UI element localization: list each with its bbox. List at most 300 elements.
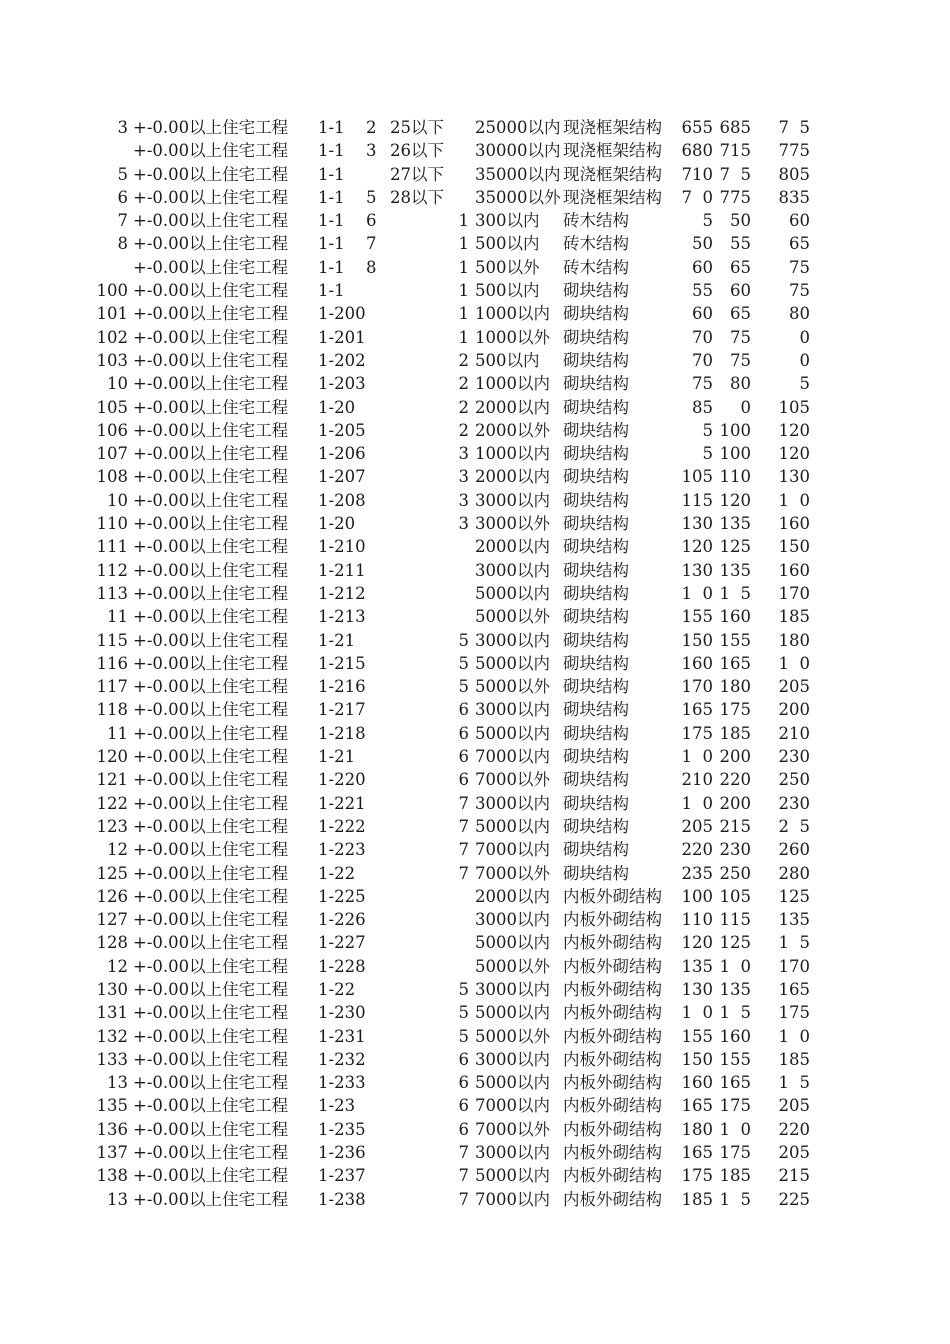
cell-value-3: 220 [778,1119,810,1139]
cell-value-2: 200 [719,793,751,813]
cell-area-range: 2000以内 [475,467,550,487]
cell-project-name: +-0.00以上住宅工程 [133,1166,289,1186]
cell-project-name: +-0.00以上住宅工程 [133,1026,289,1046]
table-row [0,256,950,279]
cell-value-1: 175 [681,723,713,743]
cell-value-2: 1 5 [719,1189,751,1209]
table-row [0,885,950,908]
cell-row-number: 135 [96,1096,128,1116]
cell-area-range: 500以内 [475,234,540,254]
cell-area-range: 3000以内 [475,1143,550,1163]
cell-value-2: 65 [730,304,751,324]
cell-floor-range: 27以下 [390,164,444,184]
cell-value-2: 160 [719,1026,751,1046]
cell-value-3: 185 [778,1049,810,1069]
cell-structure-type: 砌块结构 [563,677,629,697]
cell-structure-type: 内板外砌结构 [563,886,662,906]
cell-area-range: 5000以内 [475,653,550,673]
cell-group-index: 6 [458,700,469,720]
cell-value-1: 205 [681,816,713,836]
cell-value-2: 165 [719,653,751,673]
cell-value-3: 160 [778,560,810,580]
cell-area-range: 35000以外 [475,187,561,207]
cell-project-name: +-0.00以上住宅工程 [133,304,289,324]
cell-row-number: 137 [96,1143,128,1163]
cell-project-name: +-0.00以上住宅工程 [133,420,289,440]
cell-value-2: 165 [719,1073,751,1093]
cell-area-range: 1000以内 [475,304,550,324]
cell-structure-type: 砖木结构 [563,234,629,254]
cell-value-3: 260 [778,840,810,860]
cell-value-2: 215 [719,816,751,836]
cell-item-code: 1-1 [318,187,345,207]
cell-area-range: 2000以外 [475,420,550,440]
cell-item-code: 1-206 [318,444,366,464]
table-row [0,698,950,721]
cell-group-index: 7 [458,1189,469,1209]
cell-value-2: 135 [719,514,751,534]
cell-project-name: +-0.00以上住宅工程 [133,653,289,673]
cell-row-number: 108 [96,467,128,487]
cell-value-1: 655 [681,118,713,137]
cell-row-number: 127 [96,910,128,930]
cell-row-number: 130 [96,979,128,999]
cell-value-1: 150 [681,630,713,650]
cell-item-code: 1-22 [318,863,356,883]
cell-area-range: 3000以内 [475,910,550,930]
table-row [0,1048,950,1071]
cell-area-range: 5000以内 [475,1073,550,1093]
cell-area-range: 2000以内 [475,886,550,906]
table-row [0,209,950,232]
table-row [0,489,950,512]
cell-area-range: 7000以内 [475,1096,550,1116]
cell-sub-index: 7 [366,234,377,254]
cell-item-code: 1-226 [318,910,366,930]
cell-project-name: +-0.00以上住宅工程 [133,490,289,510]
cell-structure-type: 砌块结构 [563,490,629,510]
cell-area-range: 3000以内 [475,490,550,510]
cell-value-3: 175 [778,1003,810,1023]
table-row [0,349,950,372]
cell-value-3: 105 [778,397,810,417]
cell-value-1: 220 [681,840,713,860]
cell-group-index: 3 [458,490,469,510]
cell-value-1: 115 [681,490,713,510]
cell-item-code: 1-222 [318,816,366,836]
cell-item-code: 1-208 [318,490,366,510]
cell-value-1: 680 [681,141,713,161]
cell-structure-type: 砌块结构 [563,583,629,603]
cell-value-1: 75 [692,374,713,394]
cell-value-1: 160 [681,1073,713,1093]
cell-row-number: 126 [96,886,128,906]
cell-row-number: 101 [96,304,128,324]
cell-value-1: 85 [692,397,713,417]
cell-structure-type: 现浇框架结构 [563,164,662,184]
cell-structure-type: 砌块结构 [563,723,629,743]
cell-value-3: 0 [799,350,810,370]
cell-row-number: 110 [96,514,128,534]
table-row [0,815,950,838]
cell-row-number: 115 [96,630,128,650]
cell-item-code: 1-213 [318,607,366,627]
cell-area-range: 2000以内 [475,537,550,557]
cell-value-1: 5 [702,420,713,440]
cell-row-number: 116 [96,653,128,673]
cell-structure-type: 内板外砌结构 [563,910,662,930]
cell-group-index: 5 [458,630,469,650]
cell-item-code: 1-23 [318,1096,356,1116]
cell-group-index: 3 [458,467,469,487]
cell-item-code: 1-228 [318,956,366,976]
cell-value-1: 165 [681,1096,713,1116]
cell-group-index: 1 [458,304,469,324]
cell-area-range: 5000以内 [475,933,550,953]
cell-area-range: 5000以内 [475,583,550,603]
cell-group-index: 1 [458,281,469,301]
cell-structure-type: 砌块结构 [563,560,629,580]
cell-value-1: 150 [681,1049,713,1069]
cell-structure-type: 砌块结构 [563,350,629,370]
cell-value-1: 130 [681,979,713,999]
cell-area-range: 2000以内 [475,397,550,417]
cell-group-index: 6 [458,770,469,790]
cell-project-name: +-0.00以上住宅工程 [133,863,289,883]
cell-project-name: +-0.00以上住宅工程 [133,700,289,720]
cell-area-range: 3000以内 [475,560,550,580]
cell-value-2: 175 [719,1143,751,1163]
cell-group-index: 6 [458,1096,469,1116]
table-row [0,279,950,302]
cell-item-code: 1-1 [318,141,345,161]
cell-area-range: 3000以内 [475,1049,550,1069]
cell-item-code: 1-233 [318,1073,366,1093]
cell-structure-type: 砌块结构 [563,281,629,301]
cell-value-3: 180 [778,630,810,650]
cell-value-1: 130 [681,514,713,534]
cell-value-3: 215 [778,1166,810,1186]
cell-structure-type: 砌块结构 [563,420,629,440]
cell-project-name: +-0.00以上住宅工程 [133,886,289,906]
cell-value-2: 185 [719,723,751,743]
cell-item-code: 1-230 [318,1003,366,1023]
cell-area-range: 5000以内 [475,1003,550,1023]
cell-structure-type: 现浇框架结构 [563,187,662,207]
cell-area-range: 500以内 [475,281,540,301]
cell-area-range: 1000以内 [475,374,550,394]
cell-project-name: +-0.00以上住宅工程 [133,257,289,277]
cell-group-index: 6 [458,1119,469,1139]
cell-item-code: 1-20 [318,514,356,534]
cell-value-3: 205 [778,677,810,697]
cell-structure-type: 砌块结构 [563,816,629,836]
cell-item-code: 1-207 [318,467,366,487]
cell-value-2: 230 [719,840,751,860]
cell-value-2: 175 [719,1096,751,1116]
cell-project-name: +-0.00以上住宅工程 [133,374,289,394]
cell-value-2: 685 [719,118,751,137]
cell-row-number: 100 [96,281,128,301]
table-row [0,419,950,442]
cell-item-code: 1-217 [318,700,366,720]
cell-area-range: 30000以内 [475,141,561,161]
cell-item-code: 1-237 [318,1166,366,1186]
cell-group-index: 7 [458,1166,469,1186]
cell-value-1: 70 [692,350,713,370]
cell-value-1: 180 [681,1119,713,1139]
cell-value-1: 165 [681,700,713,720]
cell-row-number: 10 [107,374,128,394]
cell-item-code: 1-1 [318,281,345,301]
cell-structure-type: 内板外砌结构 [563,1073,662,1093]
cell-value-1: 50 [692,234,713,254]
cell-value-3: 165 [778,979,810,999]
cell-value-3: 250 [778,770,810,790]
cell-structure-type: 砌块结构 [563,770,629,790]
cell-item-code: 1-232 [318,1049,366,1069]
cell-area-range: 7000以内 [475,840,550,860]
cell-structure-type: 砖木结构 [563,211,629,231]
cell-item-code: 1-1 [318,257,345,277]
cell-area-range: 35000以内 [475,164,561,184]
cell-project-name: +-0.00以上住宅工程 [133,793,289,813]
cell-floor-range: 26以下 [390,141,444,161]
table-row [0,768,950,791]
cell-value-1: 5 [702,444,713,464]
cell-group-index: 3 [458,514,469,534]
cell-group-index: 3 [458,444,469,464]
cell-area-range: 3000以内 [475,793,550,813]
cell-group-index: 5 [458,677,469,697]
cell-project-name: +-0.00以上住宅工程 [133,933,289,953]
cell-project-name: +-0.00以上住宅工程 [133,444,289,464]
cell-area-range: 1000以内 [475,444,550,464]
cell-item-code: 1-21 [318,747,356,767]
cell-sub-index: 2 [366,118,377,137]
table-row [0,838,950,861]
table-row [0,442,950,465]
cell-item-code: 1-235 [318,1119,366,1139]
cell-value-1: 1 0 [681,583,713,603]
cell-item-code: 1-236 [318,1143,366,1163]
cell-item-code: 1-218 [318,723,366,743]
cell-item-code: 1-1 [318,234,345,254]
cell-value-2: 185 [719,1166,751,1186]
cell-value-1: 5 [702,211,713,231]
cell-structure-type: 砌块结构 [563,397,629,417]
cell-structure-type: 内板外砌结构 [563,1096,662,1116]
cell-project-name: +-0.00以上住宅工程 [133,1003,289,1023]
cell-value-2: 0 [740,397,751,417]
table-row [0,163,950,186]
cell-row-number: 121 [96,770,128,790]
cell-row-number: 128 [96,933,128,953]
table-row [0,512,950,535]
cell-area-range: 7000以内 [475,1189,550,1209]
cell-structure-type: 砌块结构 [563,374,629,394]
cell-row-number: 11 [107,607,128,627]
cell-value-2: 155 [719,630,751,650]
cell-row-number: 106 [96,420,128,440]
table-row [0,465,950,488]
cell-row-number: 105 [96,397,128,417]
table-row [0,326,950,349]
cell-structure-type: 现浇框架结构 [563,141,662,161]
cell-area-range: 500以外 [475,257,540,277]
cell-item-code: 1-22 [318,979,356,999]
cell-value-3: 1 5 [778,933,810,953]
cell-value-1: 120 [681,537,713,557]
cell-value-1: 1 0 [681,1003,713,1023]
cell-value-3: 2 5 [778,816,810,836]
cell-area-range: 3000以内 [475,700,550,720]
cell-project-name: +-0.00以上住宅工程 [133,234,289,254]
cell-item-code: 1-215 [318,653,366,673]
cell-value-1: 710 [681,164,713,184]
cell-project-name: +-0.00以上住宅工程 [133,327,289,347]
cell-structure-type: 砖木结构 [563,257,629,277]
cell-area-range: 7000以外 [475,863,550,883]
table-row [0,1094,950,1117]
cell-item-code: 1-20 [318,397,356,417]
cell-value-2: 200 [719,747,751,767]
cell-project-name: +-0.00以上住宅工程 [133,583,289,603]
cell-row-number: 132 [96,1026,128,1046]
cell-row-number: 12 [107,956,128,976]
cell-value-2: 180 [719,677,751,697]
cell-value-3: 65 [789,234,810,254]
cell-value-2: 715 [719,141,751,161]
cell-value-3: 80 [789,304,810,324]
table-row [0,722,950,745]
cell-area-range: 5000以外 [475,607,550,627]
table-row [0,232,950,255]
cell-item-code: 1-227 [318,933,366,953]
cell-row-number: 107 [96,444,128,464]
cell-group-index: 2 [458,420,469,440]
cell-project-name: +-0.00以上住宅工程 [133,607,289,627]
cell-item-code: 1-1 [318,211,345,231]
cell-row-number: 12 [107,840,128,860]
table-row [0,396,950,419]
cell-area-range: 7000以内 [475,747,550,767]
cell-project-name: +-0.00以上住宅工程 [133,1073,289,1093]
cell-value-2: 75 [730,350,751,370]
cell-sub-index: 6 [366,211,377,231]
cell-project-name: +-0.00以上住宅工程 [133,1049,289,1069]
cell-group-index: 5 [458,979,469,999]
cell-area-range: 1000以外 [475,327,550,347]
cell-area-range: 500以内 [475,350,540,370]
cell-value-3: 130 [778,467,810,487]
cell-row-number: 138 [96,1166,128,1186]
cell-area-range: 7000以外 [475,1119,550,1139]
cell-structure-type: 砌块结构 [563,304,629,324]
cell-value-2: 160 [719,607,751,627]
cell-value-2: 80 [730,374,751,394]
cell-structure-type: 砌块结构 [563,514,629,534]
cell-project-name: +-0.00以上住宅工程 [133,630,289,650]
cell-group-index: 7 [458,863,469,883]
cell-value-2: 775 [719,187,751,207]
cell-group-index: 5 [458,1026,469,1046]
cell-structure-type: 内板外砌结构 [563,933,662,953]
table-row [0,116,950,139]
cell-structure-type: 内板外砌结构 [563,1119,662,1139]
table-row [0,978,950,1001]
cell-project-name: +-0.00以上住宅工程 [133,164,289,184]
cell-area-range: 5000以外 [475,677,550,697]
cell-value-3: 230 [778,747,810,767]
cell-project-name: +-0.00以上住宅工程 [133,118,289,137]
cell-project-name: +-0.00以上住宅工程 [133,397,289,417]
cell-row-number: 13 [107,1073,128,1093]
cell-item-code: 1-1 [318,118,345,137]
cell-project-name: +-0.00以上住宅工程 [133,770,289,790]
cell-value-1: 70 [692,327,713,347]
cell-row-number: 136 [96,1119,128,1139]
cell-project-name: +-0.00以上住宅工程 [133,560,289,580]
cell-value-1: 120 [681,933,713,953]
table-row [0,1001,950,1024]
cell-value-3: 7 5 [778,118,810,137]
cell-project-name: +-0.00以上住宅工程 [133,350,289,370]
cell-row-number: 7 [117,211,128,231]
table-row [0,302,950,325]
cell-value-2: 135 [719,979,751,999]
cell-value-1: 160 [681,653,713,673]
cell-value-3: 280 [778,863,810,883]
table-row [0,186,950,209]
cell-structure-type: 砌块结构 [563,467,629,487]
cell-row-number: 118 [96,700,128,720]
cell-group-index: 2 [458,374,469,394]
cell-group-index: 6 [458,1049,469,1069]
cell-structure-type: 现浇框架结构 [563,118,662,137]
cell-value-1: 130 [681,560,713,580]
cell-item-code: 1-205 [318,420,366,440]
cell-area-range: 5000以外 [475,956,550,976]
table-row [0,955,950,978]
cell-group-index: 6 [458,747,469,767]
cell-structure-type: 砌块结构 [563,327,629,347]
cell-row-number: 113 [96,583,128,603]
table-row [0,559,950,582]
cell-value-1: 100 [681,886,713,906]
cell-value-2: 135 [719,560,751,580]
cell-value-3: 200 [778,700,810,720]
cell-area-range: 5000以内 [475,723,550,743]
cell-structure-type: 内板外砌结构 [563,1049,662,1069]
cell-item-code: 1-223 [318,840,366,860]
cell-item-code: 1-225 [318,886,366,906]
cell-project-name: +-0.00以上住宅工程 [133,910,289,930]
cell-row-number: 131 [96,1003,128,1023]
cell-row-number: 125 [96,863,128,883]
cell-item-code: 1-203 [318,374,366,394]
cell-value-3: 205 [778,1143,810,1163]
cell-project-name: +-0.00以上住宅工程 [133,211,289,231]
cell-row-number: 3 [117,118,128,137]
cell-sub-index: 8 [366,257,377,277]
table-row [0,139,950,162]
cell-project-name: +-0.00以上住宅工程 [133,1143,289,1163]
cell-structure-type: 内板外砌结构 [563,1026,662,1046]
cell-group-index: 7 [458,1143,469,1163]
cell-value-2: 1 5 [719,583,751,603]
cell-group-index: 6 [458,723,469,743]
